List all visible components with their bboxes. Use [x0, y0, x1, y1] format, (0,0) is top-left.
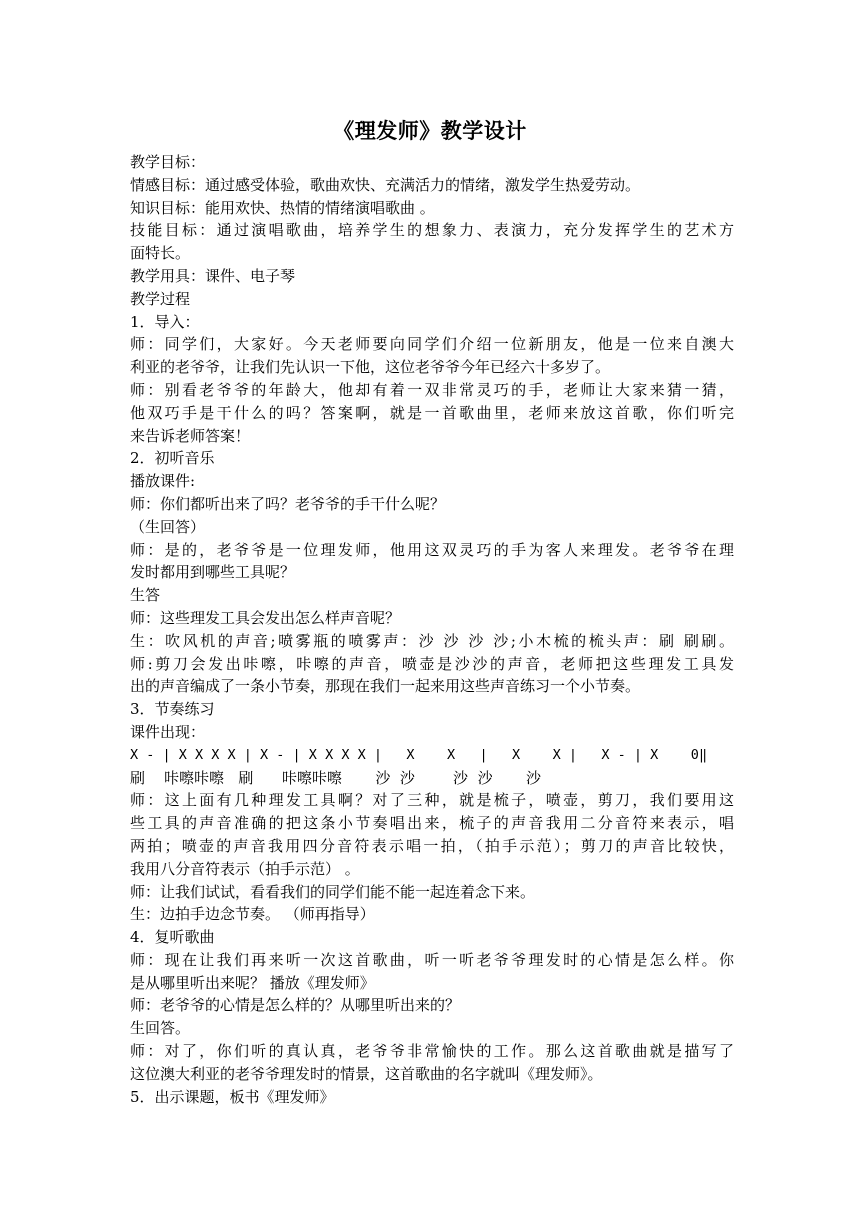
paragraph-line: 师：这些理发工具会发出怎么样声音呢？ — [130, 608, 401, 627]
paragraph-line: 师:剪刀会发出咔嚓，咔嚓的声音，喷壶是沙沙的声音，老师把这些理发工具发 — [130, 654, 734, 673]
paragraph-line: 利亚的老爷爷，让我们先认识一下他，这位老爷爷今年已经六十多岁了。 — [130, 358, 611, 377]
paragraph-line: 生答 — [130, 586, 161, 605]
paragraph-line: 师：老爷爷的心情是怎么样的？从哪里听出来的？ — [130, 996, 461, 1015]
document-title: 《理发师》教学设计 — [333, 118, 527, 143]
section-heading: 1．导入： — [130, 312, 200, 331]
section-heading: 4．复听歌曲 — [130, 928, 215, 947]
paragraph-line: 知识目标：能用欢快、热情的情绪演唱歌曲 。 — [130, 198, 435, 217]
paragraph-line: 生回答。 — [130, 1019, 191, 1038]
paragraph-line: 些工具的声音准确的把这条小节奏唱出来，梳子的声音我用二分音符来表示，唱 — [130, 814, 734, 833]
section-heading: 教学目标： — [130, 153, 206, 171]
paragraph-line: 播放课件: — [130, 472, 196, 491]
paragraph-line: 师：是的，老爷爷是一位理发师，他用这双灵巧的手为客人来理发。老爷爷在理 — [130, 540, 734, 559]
paragraph-line: 面特长。 — [130, 244, 191, 263]
paragraph-line: 技能目标：通过演唱歌曲，培养学生的想象力、表演力，充分发挥学生的艺术方 — [130, 221, 734, 240]
paragraph-line: 情感目标：通过感受体验，歌曲欢快、充满活力的情绪，激发学生热爱劳动。 — [130, 175, 641, 194]
paragraph-line: （生回答） — [130, 517, 206, 536]
section-heading: 教学过程 — [130, 289, 191, 308]
section-heading: 2．初听音乐 — [130, 449, 215, 468]
section-heading: 5．出示课题，板书《理发师》 — [130, 1087, 335, 1106]
paragraph-line: 师：别看老爷爷的年龄大，他却有着一双非常灵巧的手，老师让大家来猜一猜， — [130, 380, 734, 399]
paragraph-line: 两拍；喷壶的声音我用四分音符表示唱一拍，（拍手示范）；剪刀的声音比较快， — [130, 836, 734, 855]
paragraph-line: 师：对了，你们听的真认真，老爷爷非常愉快的工作。那么这首歌曲就是描写了 — [130, 1042, 734, 1061]
paragraph-line: 师：让我们试试，看看我们的同学们能不能一起连着念下来。 — [130, 882, 536, 901]
paragraph-line: 生：吹风机的声音;喷雾瓶的喷雾声：沙 沙 沙 沙;小木梳的梳头声：刷 刷刷。 — [130, 631, 734, 650]
paragraph-line: 我用八分音符表示（拍手示范） 。 — [130, 859, 360, 878]
paragraph-line: 教学用具：课件、电子琴 — [130, 266, 296, 285]
paragraph-line: 来告诉老师答案！ — [130, 426, 251, 445]
paragraph-line: 是从哪里听出来呢？ 播放《理发师》 — [130, 973, 375, 992]
paragraph-line: 他双巧手是干什么的吗？答案啊，就是一首歌曲里，老师来放这首歌，你们听完 — [130, 403, 734, 422]
paragraph-line: 发时都用到哪些工具呢？ — [130, 563, 296, 582]
paragraph-line: 这位澳大利亚的老爷爷理发时的情景，这首歌曲的名字就叫《理发师》。 — [130, 1064, 603, 1083]
rhythm-lyrics: 刷 咔嚓咔嚓 刷 咔嚓咔嚓 沙 沙 沙 沙 沙 — [130, 768, 541, 787]
section-heading: 3．节奏练习 — [130, 700, 215, 719]
paragraph-line: 师：现在让我们再来听一次这首歌曲，听一听老爷爷理发时的心情是怎么样。你 — [130, 950, 734, 969]
paragraph-line: 生：边拍手边念节奏。 （师再指导） — [130, 905, 375, 924]
document-body — [130, 151, 734, 1108]
rhythm-notation: X - | X X X X | X - | X X X X | X X | X X | X - | X 0‖ — [130, 746, 708, 763]
paragraph-line: 师：这上面有几种理发工具啊？对了三种，就是梳子，喷壶，剪刀，我们要用这 — [130, 791, 734, 810]
paragraph-line: 师：你们都听出来了吗？老爷爷的手干什么呢？ — [130, 494, 446, 513]
paragraph-line: 课件出现： — [130, 722, 206, 741]
paragraph-line: 出的声音编成了一条小节奏，那现在我们一起来用这些声音练习一个小节奏。 — [130, 677, 641, 696]
paragraph-line: 师：同学们，大家好。今天老师要向同学们介绍一位新朋友，他是一位来自澳大 — [130, 335, 734, 354]
